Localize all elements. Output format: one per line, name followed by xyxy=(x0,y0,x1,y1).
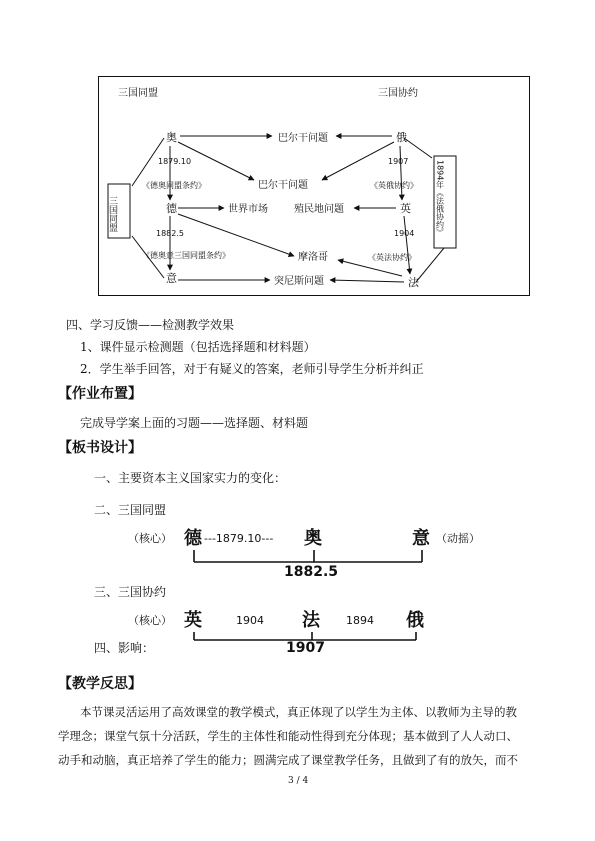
board-date-1879: ---1879.10--- xyxy=(204,532,274,545)
board-france: 法 xyxy=(302,610,320,631)
date-1907: 1907 xyxy=(388,157,409,166)
reflection-title: 【教学反思】 xyxy=(58,676,142,692)
board-date-1907: 1907 xyxy=(286,640,325,656)
node-italy: 意 xyxy=(166,272,177,285)
issue-world-market: 世界市场 xyxy=(228,204,268,215)
issue-balkan-mid: 巴尔干问题 xyxy=(258,180,308,191)
label-triple-alliance: 三国同盟 xyxy=(118,88,158,99)
reflection-line-2: 学理念；课堂气氛十分活跃，学生的主体性和能动性得到充分体现；基本做到了人人动口、 xyxy=(58,729,518,743)
treaty-anglo-french: 《英法协约》 xyxy=(368,253,416,262)
board-title: 【板书设计】 xyxy=(58,440,142,456)
board-core-1: （核心） xyxy=(128,532,172,545)
board-date-1904: 1904 xyxy=(236,614,264,627)
board-russia: 俄 xyxy=(406,610,424,631)
homework-title: 【作业布置】 xyxy=(58,386,142,402)
node-russia: 俄 xyxy=(396,131,407,144)
treaty-anglo-russian: 《英俄协约》 xyxy=(370,181,418,190)
board-line-2: 二、三国同盟 xyxy=(94,503,167,517)
board-austria: 奥 xyxy=(304,528,322,549)
page-number: 3 / 4 xyxy=(288,776,309,786)
date-1879: 1879.10 xyxy=(158,157,192,166)
homework-text: 完成导学案上面的习题——选择题、材料题 xyxy=(80,416,309,430)
issue-balkan-top: 巴尔干问题 xyxy=(278,133,328,144)
feedback-heading: 四、学习反馈——检测教学效果 xyxy=(66,318,235,332)
treaty-german-austrian: 《德奥同盟条约》 xyxy=(142,181,206,190)
label-triple-entente: 三国协约 xyxy=(378,88,418,99)
board-core-2: （核心） xyxy=(128,614,172,627)
board-shaky: （动摇） xyxy=(436,532,480,545)
board-line-1: 一、主要资本主义国家实力的变化： xyxy=(94,471,287,485)
node-britain: 英 xyxy=(400,202,411,215)
board-date-1894: 1894 xyxy=(346,614,374,627)
board-line-4: 四、影响： xyxy=(94,641,155,655)
board-design xyxy=(80,462,500,662)
reflection-line-1: 本节课灵活运用了高效课堂的教学模式，真正体现了以学生为主体、以教师为主导的教 xyxy=(80,705,517,719)
right-box-label: 1894年《法俄协约》 xyxy=(435,160,445,237)
board-line-3: 三、三国协约 xyxy=(94,585,167,599)
board-germany: 德 xyxy=(184,528,202,549)
board-bracket-2 xyxy=(194,632,416,640)
left-box-label: 三国同盟 xyxy=(107,196,117,232)
node-france: 法 xyxy=(408,276,419,289)
reflection-line-3: 动手和动脑，真正培养了学生的能力；圆满完成了课堂教学任务，且做到了有的放矢，而不 xyxy=(58,753,518,767)
alliance-diagram xyxy=(98,76,530,296)
node-germany: 德 xyxy=(166,202,177,215)
date-1882: 1882.5 xyxy=(156,229,184,238)
board-britain: 英 xyxy=(184,610,202,631)
node-austria: 奥 xyxy=(166,131,177,144)
treaty-triple: 《德奥意三国同盟条约》 xyxy=(142,251,230,260)
feedback-item-1: 1、课件显示检测题（包括选择题和材料题） xyxy=(80,340,316,354)
board-bracket-1 xyxy=(194,550,422,562)
feedback-item-2: 2．学生举手回答，对于有疑义的答案，老师引导学生分析并纠正 xyxy=(80,362,424,376)
issue-colony: 殖民地问题 xyxy=(294,204,344,215)
date-1904: 1904 xyxy=(394,229,415,238)
board-italy: 意 xyxy=(412,528,430,549)
board-date-1882: 1882.5 xyxy=(284,564,339,580)
issue-morocco: 摩洛哥 xyxy=(298,252,328,263)
issue-tunisia: 突尼斯问题 xyxy=(274,276,324,287)
